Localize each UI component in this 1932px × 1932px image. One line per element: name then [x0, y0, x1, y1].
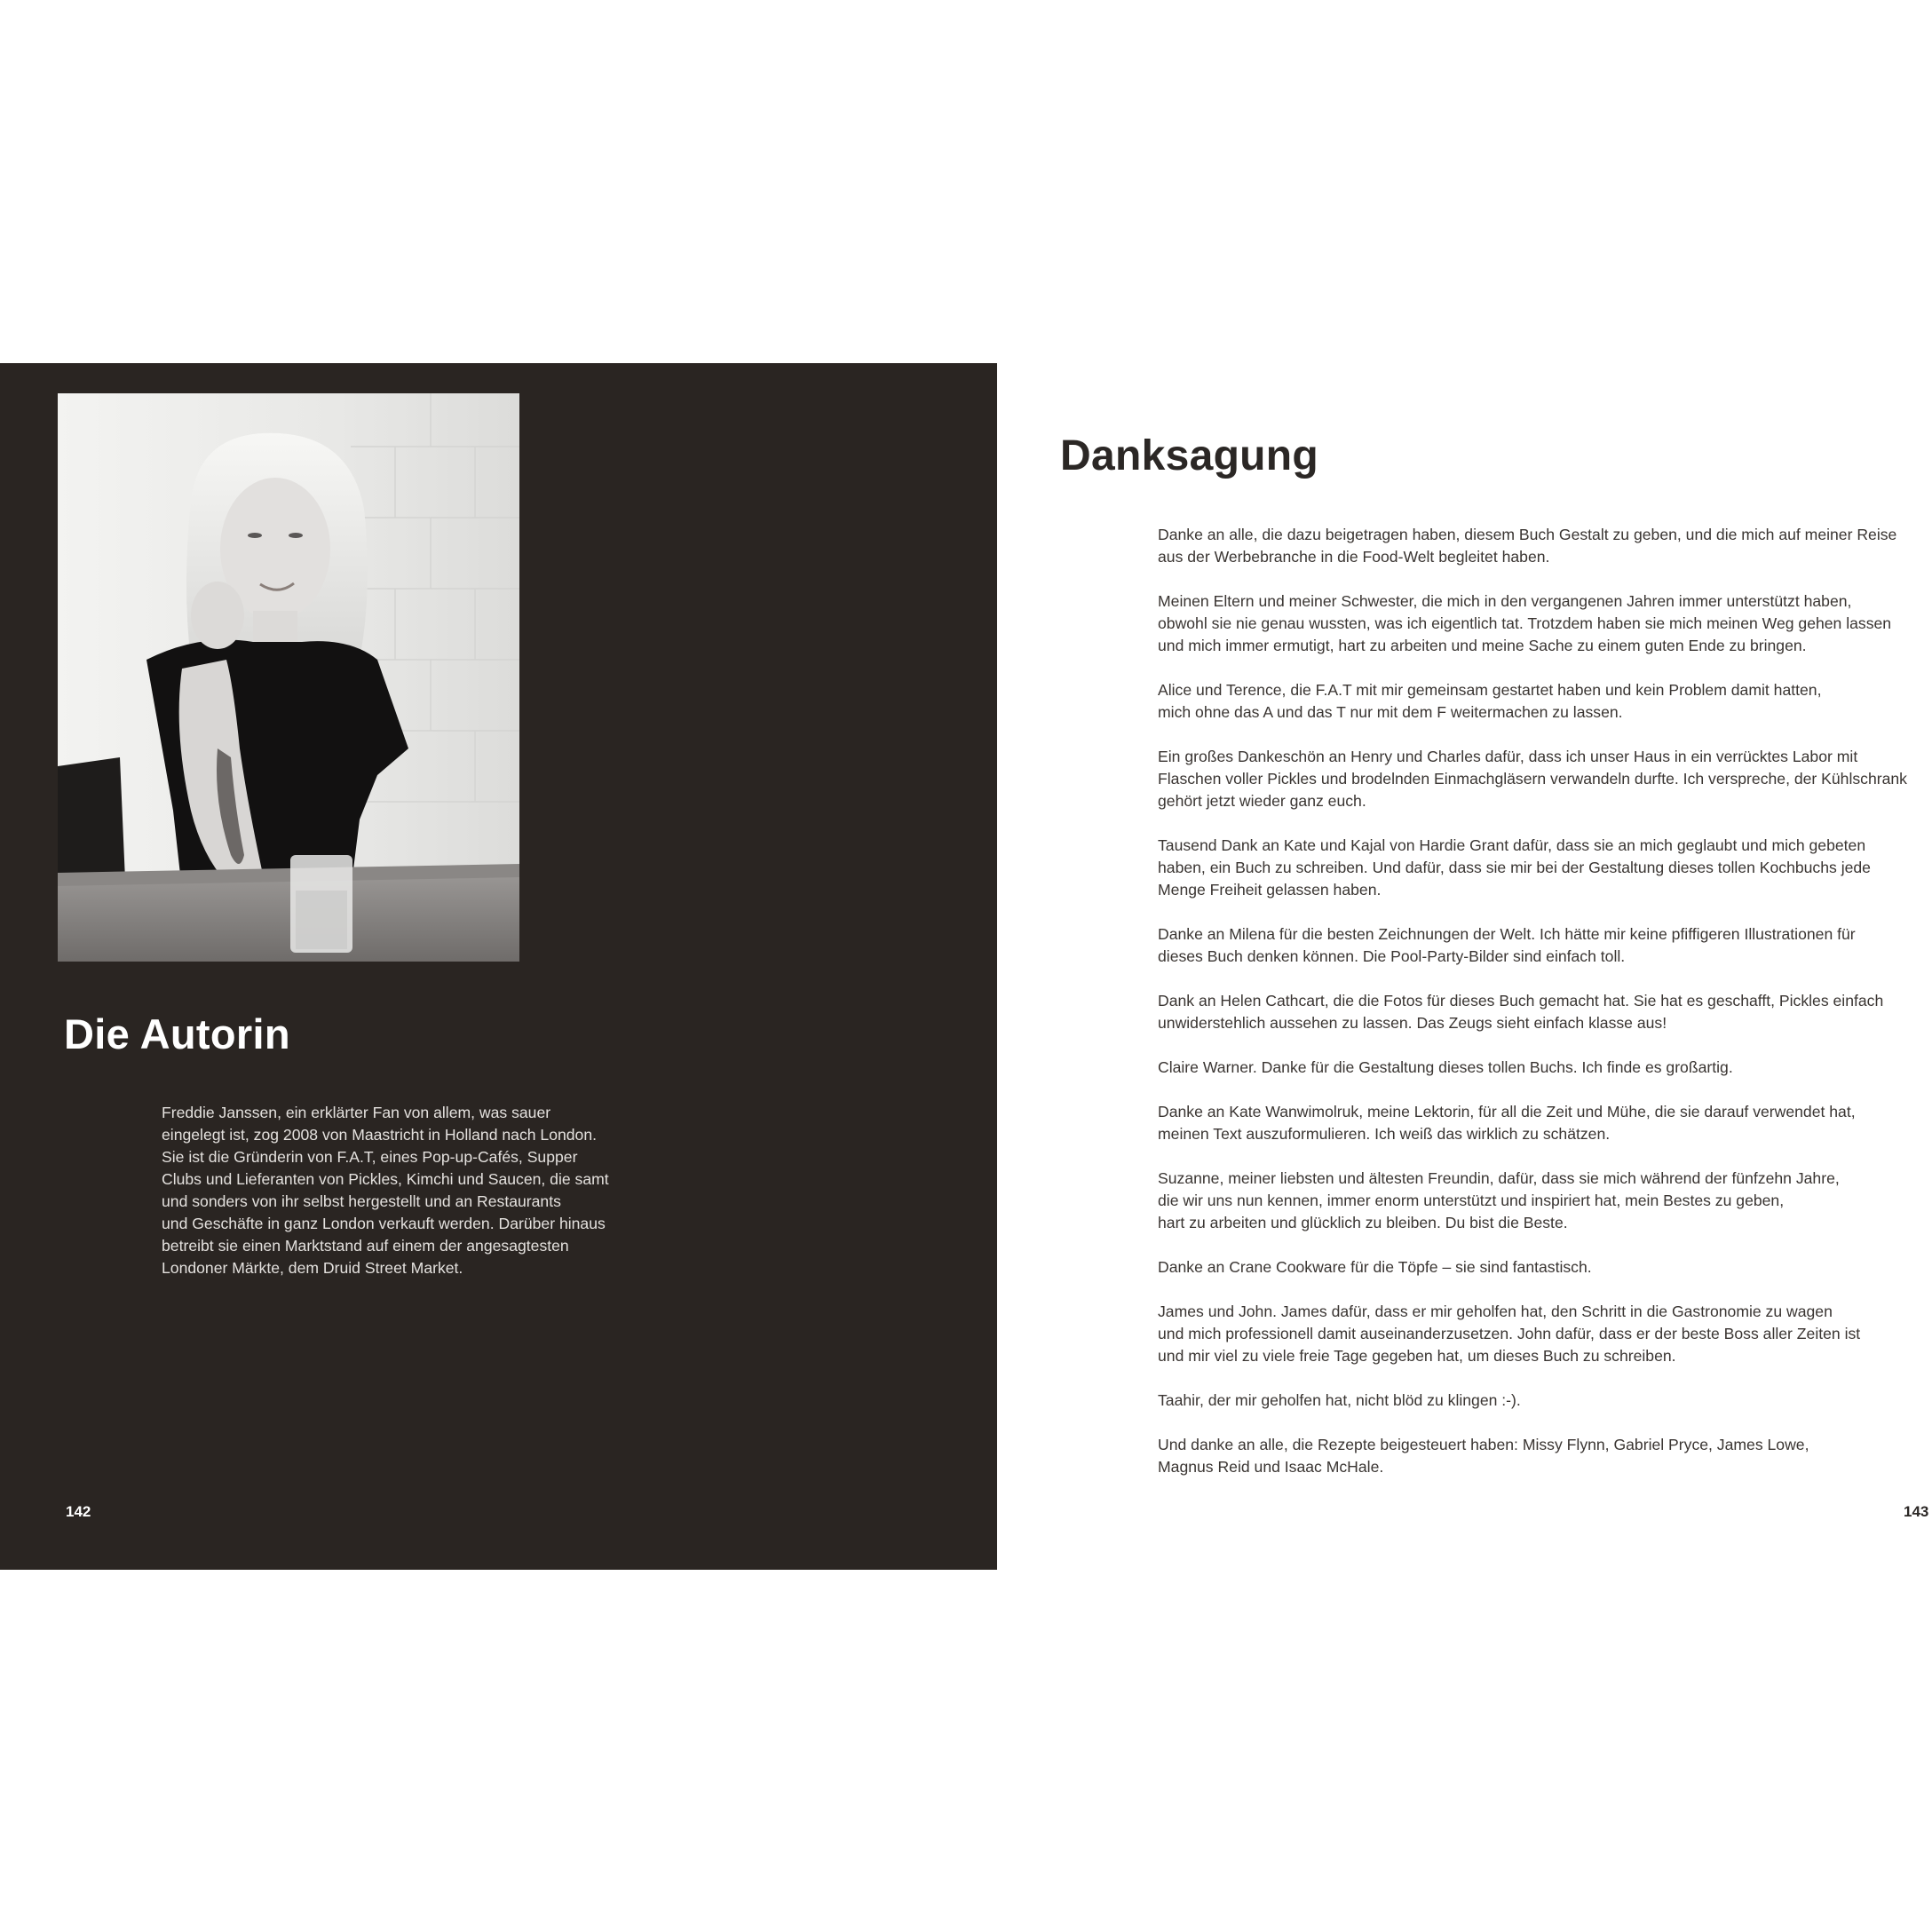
author-photo	[58, 393, 519, 962]
bio-line: Londoner Märkte, dem Druid Street Market.	[162, 1259, 463, 1277]
acknowledgements-body	[1158, 524, 1921, 1500]
ack-line: hart zu arbeiten und glücklich zu bleiben. Du bist die Beste.	[1158, 1214, 1568, 1231]
page-number-right: 143	[1904, 1503, 1929, 1520]
ack-line: Flaschen voller Pickles und brodelnden Einmachgläsern verwandeln durfte. Ich verspreche, der Kühlschrank	[1158, 770, 1907, 788]
ack-line: meinen Text auszuformulieren. Ich weiß das wirklich zu schätzen.	[1158, 1125, 1611, 1143]
ack-line: Menge Freiheit gelassen haben.	[1158, 881, 1382, 899]
ack-paragraph	[1158, 524, 1921, 568]
ack-line: Dank an Helen Cathcart, die die Fotos für dieses Buch gemacht hat. Sie hat es geschafft, Pickles einfach	[1158, 992, 1884, 1010]
ack-paragraph	[1158, 1168, 1921, 1234]
ack-paragraph	[1158, 923, 1921, 968]
ack-line: Danke an Kate Wanwimolruk, meine Lektorin, für all die Zeit und Mühe, die sie darauf verwendet hat,	[1158, 1103, 1856, 1120]
ack-paragraph	[1158, 590, 1921, 657]
ack-line: und mich professionell damit auseinanderzusetzen. John dafür, dass er der beste Boss aller Zeiten ist	[1158, 1325, 1861, 1342]
ack-line: unwiderstehlich aussehen zu lassen. Das Zeugs sieht einfach klasse aus!	[1158, 1014, 1667, 1032]
ack-line: obwohl sie nie genau wussten, was ich eigentlich tat. Trotzdem haben sie mich meinen Weg gehen lassen	[1158, 614, 1892, 632]
ack-paragraph	[1158, 1390, 1921, 1412]
ack-paragraph	[1158, 835, 1921, 901]
bio-line: betreibt sie einen Marktstand auf einem der angesagtesten	[162, 1237, 569, 1255]
bio-line: Clubs und Lieferanten von Pickles, Kimchi und Saucen, die samt	[162, 1170, 609, 1188]
ack-line: die wir uns nun kennen, immer enorm unterstützt und inspiriert hat, mein Bestes zu geben,	[1158, 1192, 1785, 1209]
ack-line: gehört jetzt wieder ganz euch.	[1158, 792, 1366, 810]
ack-paragraph	[1158, 1057, 1921, 1079]
ack-line: und mich immer ermutigt, hart zu arbeiten und meine Sache zu einem guten Ende zu bringen.	[1158, 637, 1807, 654]
ack-line: haben, ein Buch zu schreiben. Und dafür, dass sie mir bei der Gestaltung dieses tollen Kochbuchs jede	[1158, 859, 1871, 876]
ack-line: mich ohne das A und das T nur mit dem F weitermachen zu lassen.	[1158, 703, 1623, 721]
author-bio	[162, 1102, 641, 1279]
ack-paragraph	[1158, 1101, 1921, 1145]
ack-line: Tausend Dank an Kate und Kajal von Hardie Grant dafür, dass sie an mich geglaubt und mich gebeten	[1158, 836, 1866, 854]
ack-line: dieses Buch denken können. Die Pool-Party-Bilder sind einfach toll.	[1158, 947, 1626, 965]
ack-paragraph	[1158, 1301, 1921, 1367]
ack-line: Ein großes Dankeschön an Henry und Charles dafür, dass ich unser Haus in ein verrücktes Labor mit	[1158, 748, 1858, 765]
ack-line: Suzanne, meiner liebsten und ältesten Freundin, dafür, dass sie mich während der fünfzehn Jahre,	[1158, 1169, 1840, 1187]
ack-paragraph	[1158, 746, 1921, 812]
author-heading: Die Autorin	[64, 1010, 290, 1057]
ack-line: und mir viel zu viele freie Tage gegeben hat, um dieses Buch zu schreiben.	[1158, 1347, 1676, 1365]
page-number-left: 142	[66, 1503, 91, 1520]
ack-line: aus der Werbebranche in die Food-Welt begleitet haben.	[1158, 548, 1550, 566]
bio-line: Freddie Janssen, ein erklärter Fan von allem, was sauer	[162, 1104, 551, 1121]
left-page	[0, 363, 997, 1570]
ack-line: Meinen Eltern und meiner Schwester, die mich in den vergangenen Jahren immer unterstützt haben,	[1158, 592, 1852, 610]
ack-line: Taahir, der mir geholfen hat, nicht blöd zu klingen :-).	[1158, 1391, 1521, 1409]
bio-line: und Geschäfte in ganz London verkauft werden. Darüber hinaus	[162, 1215, 606, 1232]
ack-line: Danke an alle, die dazu beigetragen haben, diesem Buch Gestalt zu geben, und die mich auf meiner Reise	[1158, 526, 1897, 543]
bio-line: Sie ist die Gründerin von F.A.T, eines Pop-up-Cafés, Supper	[162, 1148, 578, 1166]
ack-paragraph	[1158, 1256, 1921, 1279]
acknowledgements-heading: Danksagung	[1060, 432, 1319, 479]
ack-paragraph	[1158, 679, 1921, 724]
bio-line: und sonders von ihr selbst hergestellt und an Restaurants	[162, 1192, 561, 1210]
ack-line: Alice und Terence, die F.A.T mit mir gemeinsam gestartet haben und kein Problem damit hatten,	[1158, 681, 1822, 699]
ack-line: Claire Warner. Danke für die Gestaltung dieses tollen Buchs. Ich finde es großartig.	[1158, 1058, 1733, 1076]
ack-line: Und danke an alle, die Rezepte beigesteuert haben: Missy Flynn, Gabriel Pryce, James Lowe,	[1158, 1436, 1809, 1453]
ack-line: Danke an Milena für die besten Zeichnungen der Welt. Ich hätte mir keine pfiffigeren Illustrationen für	[1158, 925, 1856, 943]
ack-paragraph	[1158, 1434, 1921, 1478]
ack-line: Danke an Crane Cookware für die Töpfe – sie sind fantastisch.	[1158, 1258, 1592, 1276]
ack-line: James und John. James dafür, dass er mir geholfen hat, den Schritt in die Gastronomie zu wagen	[1158, 1303, 1833, 1320]
ack-paragraph	[1158, 990, 1921, 1034]
bio-line: eingelegt ist, zog 2008 von Maastricht in Holland nach London.	[162, 1126, 598, 1144]
ack-line: Magnus Reid und Isaac McHale.	[1158, 1458, 1384, 1476]
